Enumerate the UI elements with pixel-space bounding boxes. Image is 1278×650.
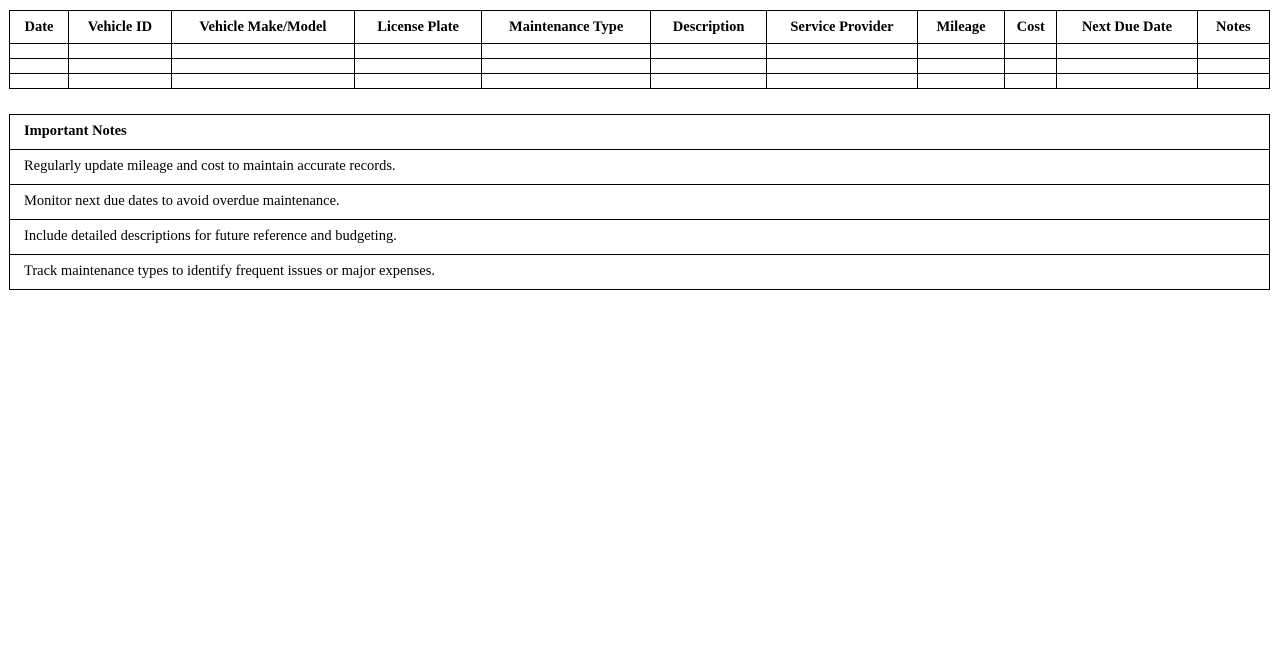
- notes-row: [10, 185, 1270, 220]
- cell-service-provider[interactable]: [767, 44, 918, 59]
- cell-license-plate[interactable]: [354, 44, 481, 59]
- table-row[interactable]: [10, 44, 1270, 59]
- important-notes-table: [9, 114, 1270, 290]
- cell-maintenance-type[interactable]: [482, 59, 651, 74]
- notes-row: [10, 255, 1270, 290]
- column-header-description: Description: [651, 11, 767, 44]
- vehicle-maintenance-log-table: [9, 10, 1270, 89]
- cell-service-provider[interactable]: [767, 74, 918, 89]
- cell-description[interactable]: [651, 44, 767, 59]
- table-row[interactable]: [10, 74, 1270, 89]
- cell-mileage[interactable]: [917, 44, 1005, 59]
- column-header-license-plate: License Plate: [354, 11, 481, 44]
- cell-notes[interactable]: [1197, 44, 1269, 59]
- cell-date[interactable]: [10, 59, 69, 74]
- notes-header-row: [10, 115, 1270, 150]
- column-header-maintenance-type: Maintenance Type: [482, 11, 651, 44]
- column-header-vehicle-make-model: Vehicle Make/Model: [171, 11, 354, 44]
- cell-notes[interactable]: [1197, 74, 1269, 89]
- column-header-mileage: Mileage: [917, 11, 1005, 44]
- cell-cost[interactable]: [1005, 59, 1057, 74]
- column-header-date: Date: [10, 11, 69, 44]
- cell-mileage[interactable]: [917, 74, 1005, 89]
- important-notes-header: Important Notes: [10, 115, 1270, 150]
- note-item: Monitor next due dates to avoid overdue maintenance.: [10, 185, 1270, 220]
- note-item: Regularly update mileage and cost to maintain accurate records.: [10, 150, 1270, 185]
- cell-date[interactable]: [10, 44, 69, 59]
- note-item: Track maintenance types to identify frequent issues or major expenses.: [10, 255, 1270, 290]
- cell-description[interactable]: [651, 74, 767, 89]
- note-item: Include detailed descriptions for future reference and budgeting.: [10, 220, 1270, 255]
- table-header-row: [10, 11, 1270, 44]
- notes-row: [10, 220, 1270, 255]
- cell-service-provider[interactable]: [767, 59, 918, 74]
- cell-description[interactable]: [651, 59, 767, 74]
- cell-vehicle-id[interactable]: [69, 59, 172, 74]
- cell-cost[interactable]: [1005, 44, 1057, 59]
- column-header-notes: Notes: [1197, 11, 1269, 44]
- cell-maintenance-type[interactable]: [482, 74, 651, 89]
- cell-license-plate[interactable]: [354, 59, 481, 74]
- notes-row: [10, 150, 1270, 185]
- column-header-vehicle-id: Vehicle ID: [69, 11, 172, 44]
- cell-next-due-date[interactable]: [1057, 44, 1197, 59]
- cell-vehicle-make-model[interactable]: [171, 74, 354, 89]
- cell-date[interactable]: [10, 74, 69, 89]
- cell-vehicle-make-model[interactable]: [171, 59, 354, 74]
- cell-mileage[interactable]: [917, 59, 1005, 74]
- cell-vehicle-make-model[interactable]: [171, 44, 354, 59]
- cell-cost[interactable]: [1005, 74, 1057, 89]
- column-header-service-provider: Service Provider: [767, 11, 918, 44]
- table-row[interactable]: [10, 59, 1270, 74]
- cell-vehicle-id[interactable]: [69, 74, 172, 89]
- column-header-next-due-date: Next Due Date: [1057, 11, 1197, 44]
- cell-maintenance-type[interactable]: [482, 44, 651, 59]
- cell-license-plate[interactable]: [354, 74, 481, 89]
- cell-next-due-date[interactable]: [1057, 74, 1197, 89]
- cell-notes[interactable]: [1197, 59, 1269, 74]
- cell-vehicle-id[interactable]: [69, 44, 172, 59]
- column-header-cost: Cost: [1005, 11, 1057, 44]
- cell-next-due-date[interactable]: [1057, 59, 1197, 74]
